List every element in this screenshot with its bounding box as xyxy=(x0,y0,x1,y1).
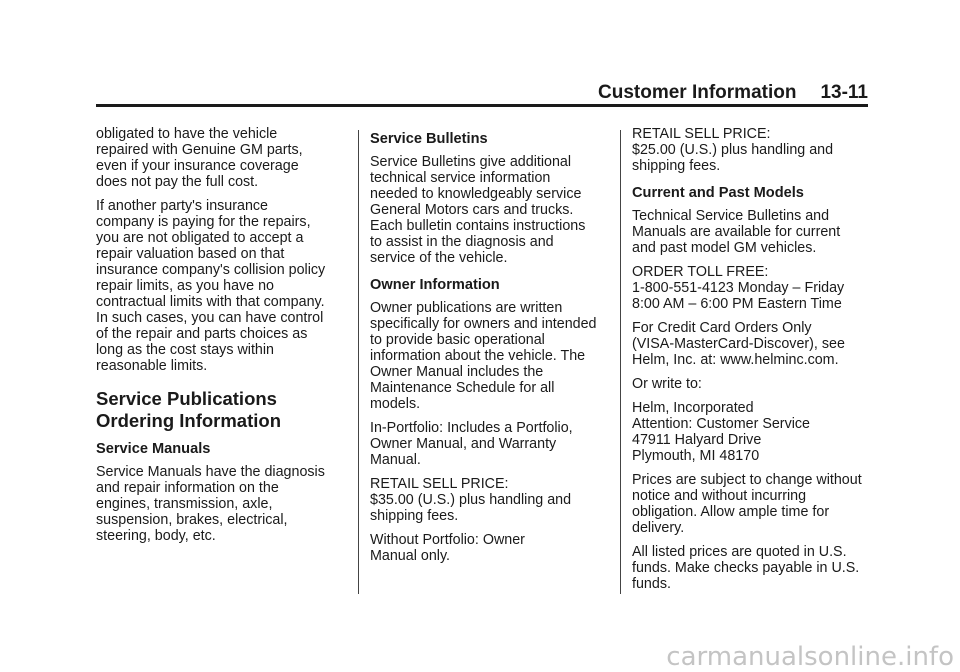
section-title: Customer Information xyxy=(598,82,797,103)
text-line: suspension, brakes, electrical, xyxy=(96,512,288,528)
text-line: funds. Make checks payable in U.S. xyxy=(632,560,860,576)
text-line: All listed prices are quoted in U.S. xyxy=(632,544,847,560)
text-line: does not pay the full cost. xyxy=(96,174,259,190)
column-divider xyxy=(358,130,359,594)
paragraph xyxy=(632,320,872,368)
text-line: 1-800-551-4123 Monday – Friday xyxy=(632,280,845,296)
paragraph xyxy=(632,264,872,312)
text-line: service of the vehicle. xyxy=(370,250,508,266)
paragraph xyxy=(632,544,872,592)
paragraph xyxy=(632,376,872,392)
text-line: obligation. Allow ample time for xyxy=(632,504,830,520)
text-line: (VISA-MasterCard-Discover), see xyxy=(632,336,845,352)
text-line: Service Bulletins give additional xyxy=(370,154,572,170)
text-line: General Motors cars and trucks. xyxy=(370,202,574,218)
section-heading xyxy=(96,388,354,432)
text-line: technical service information xyxy=(370,170,551,186)
text-line: Manual only. xyxy=(370,548,451,564)
text-line: Attention: Customer Service xyxy=(632,416,810,432)
text-line: repair valuation based on that xyxy=(96,246,285,262)
text-line: If another party's insurance xyxy=(96,198,269,214)
paragraph xyxy=(370,476,606,524)
text-line: 8:00 AM – 6:00 PM Eastern Time xyxy=(632,296,842,312)
text-line: repaired with Genuine GM parts, xyxy=(96,142,303,158)
paragraph xyxy=(96,464,354,544)
text-line: obligated to have the vehicle xyxy=(96,126,278,142)
text-line: shipping fees. xyxy=(632,158,721,174)
text-line: models. xyxy=(370,396,421,412)
text-line: Technical Service Bulletins and xyxy=(632,208,830,224)
text-line: to assist in the diagnosis and xyxy=(370,234,554,250)
text-line: In such cases, you can have control xyxy=(96,310,324,326)
text-line: Owner Manual, and Warranty xyxy=(370,436,557,452)
text-line: 47911 Halyard Drive xyxy=(632,432,762,448)
subsection-heading: Owner Information xyxy=(370,277,500,293)
column-divider xyxy=(620,130,621,594)
text-line: Service Publications xyxy=(96,388,277,409)
text-line: needed to knowledgeably service xyxy=(370,186,582,202)
text-line: Without Portfolio: Owner xyxy=(370,532,525,548)
text-line: For Credit Card Orders Only xyxy=(632,320,812,336)
text-line: RETAIL SELL PRICE: xyxy=(632,126,771,142)
text-line: Helm, Incorporated xyxy=(632,400,754,416)
watermark: carmanualsonline.info xyxy=(666,642,954,672)
paragraph xyxy=(96,198,354,374)
text-line: long as the cost stays within xyxy=(96,342,275,358)
paragraph xyxy=(370,420,606,468)
text-line: ORDER TOLL FREE: xyxy=(632,264,769,280)
header-rule xyxy=(96,104,868,107)
paragraph xyxy=(632,208,872,256)
text-line: shipping fees. xyxy=(370,508,459,524)
text-line: company is paying for the repairs, xyxy=(96,214,311,230)
text-line: repair limits, as you have no xyxy=(96,278,274,294)
text-line: Helm, Inc. at: www.helminc.com. xyxy=(632,352,839,368)
text-line: RETAIL SELL PRICE: xyxy=(370,476,509,492)
paragraph xyxy=(370,532,606,564)
text-line: delivery. xyxy=(632,520,685,536)
text-line: Owner publications are written xyxy=(370,300,563,316)
text-line: engines, transmission, axle, xyxy=(96,496,273,512)
text-line: to provide basic operational xyxy=(370,332,545,348)
paragraph xyxy=(370,300,606,412)
paragraph xyxy=(632,400,872,464)
text-line: reasonable limits. xyxy=(96,358,208,374)
text-line: $25.00 (U.S.) plus handling and xyxy=(632,142,834,158)
text-line: funds. xyxy=(632,576,671,592)
text-line: Or write to: xyxy=(632,376,702,392)
text-line: even if your insurance coverage xyxy=(96,158,299,174)
text-line: insurance company's collision policy xyxy=(96,262,326,278)
text-line: Plymouth, MI 48170 xyxy=(632,448,760,464)
text-line: notice and without incurring xyxy=(632,488,807,504)
subsection-heading: Current and Past Models xyxy=(632,185,804,201)
paragraph xyxy=(632,472,872,536)
subsection-heading: Service Manuals xyxy=(96,441,211,457)
column-2 xyxy=(370,130,606,572)
text-line: steering, body, etc. xyxy=(96,528,216,544)
text-line: $35.00 (U.S.) plus handling and xyxy=(370,492,572,508)
text-line: Prices are subject to change without xyxy=(632,472,862,488)
text-line: contractual limits with that company. xyxy=(96,294,325,310)
text-line: you are not obligated to accept a xyxy=(96,230,304,246)
text-line: Ordering Information xyxy=(96,410,281,431)
text-line: Manuals are available for current xyxy=(632,224,841,240)
column-1 xyxy=(96,126,354,552)
text-line: Owner Manual includes the xyxy=(370,364,544,380)
paragraph xyxy=(370,154,606,266)
text-line: Maintenance Schedule for all xyxy=(370,380,555,396)
text-line: In-Portfolio: Includes a Portfolio, xyxy=(370,420,573,436)
column-3 xyxy=(632,126,872,600)
paragraph xyxy=(632,126,872,174)
paragraph xyxy=(96,126,354,190)
text-line: specifically for owners and intended xyxy=(370,316,597,332)
text-line: and past model GM vehicles. xyxy=(632,240,817,256)
page-number: 13-11 xyxy=(820,82,868,103)
text-line: of the repair and parts choices as xyxy=(96,326,308,342)
text-line: Manual. xyxy=(370,452,421,468)
text-line: information about the vehicle. The xyxy=(370,348,586,364)
text-line: and repair information on the xyxy=(96,480,279,496)
text-line: Service Manuals have the diagnosis xyxy=(96,464,325,480)
text-line: Each bulletin contains instructions xyxy=(370,218,586,234)
subsection-heading: Service Bulletins xyxy=(370,131,488,147)
